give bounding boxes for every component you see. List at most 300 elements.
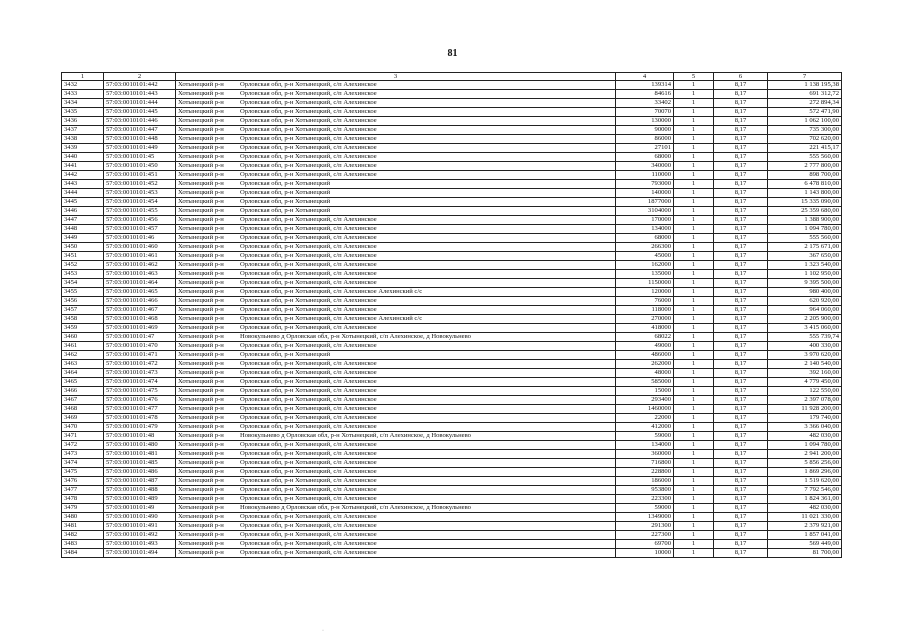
area-value-cell: 293400 (616, 396, 674, 405)
area-value-cell: 793000 (616, 180, 674, 189)
count-value-cell: 1 (674, 126, 714, 135)
address-text: Орловская обл, р-н Хотынецкий, с/п Алехинское (240, 396, 377, 403)
count-value-cell: 1 (674, 387, 714, 396)
rate-value-cell: 8,17 (714, 342, 768, 351)
area-value-cell: 90000 (616, 126, 674, 135)
table-row (62, 351, 842, 360)
district-text: Хотынецкий р-н (178, 288, 224, 295)
column-header: 4 (616, 73, 674, 81)
row-number-cell: 3443 (62, 180, 104, 189)
rate-value-cell: 8,17 (714, 288, 768, 297)
area-value-cell: 130000 (616, 117, 674, 126)
row-number-cell: 3434 (62, 99, 104, 108)
row-number-cell: 3467 (62, 396, 104, 405)
address-text: Орловская обл, р-н Хотынецкий, с/п Алехинское (240, 162, 377, 169)
rate-value-cell: 8,17 (714, 252, 768, 261)
address-text: Орловская обл, р-н Хотынецкий, с/п Алехинское (240, 513, 377, 520)
area-value-cell: 139314 (616, 81, 674, 90)
district-text: Хотынецкий р-н (178, 441, 224, 448)
address-text: Орловская обл, р-н Хотынецкий, с/п Алехинское (240, 495, 377, 502)
row-number-cell: 3438 (62, 135, 104, 144)
address-text: Орловская обл, р-н Хотынецкий, с/п Алехинское (240, 486, 377, 493)
cadastral-value-cell: 221 415,17 (768, 144, 842, 153)
address-text: Орловская обл, р-н Хотынецкий, с/п Алехинское Алехинский с/с (240, 315, 423, 322)
area-value-cell: 340000 (616, 162, 674, 171)
address-cell (176, 144, 616, 153)
cadastral-number-cell: 57:03:0010101:485 (104, 459, 176, 468)
area-value-cell: 45000 (616, 252, 674, 261)
address-text: Орловская обл, р-н Хотынецкий, с/п Алехинское (240, 387, 377, 394)
address-text: Орловская обл, р-н Хотынецкий (240, 351, 331, 358)
district-text: Хотынецкий р-н (178, 387, 224, 394)
row-number-cell: 3435 (62, 108, 104, 117)
district-text: Хотынецкий р-н (178, 261, 224, 268)
cadastral-value-cell: 1 824 361,00 (768, 495, 842, 504)
row-number-cell: 3450 (62, 243, 104, 252)
row-number-cell: 3458 (62, 315, 104, 324)
address-text: Орловская обл, р-н Хотынецкий, с/п Алехинское (240, 99, 377, 106)
count-value-cell: 1 (674, 270, 714, 279)
area-value-cell: 22000 (616, 414, 674, 423)
area-value-cell: 76000 (616, 297, 674, 306)
address-cell (176, 252, 616, 261)
count-value-cell: 1 (674, 144, 714, 153)
cadastral-value-cell: 25 359 680,00 (768, 207, 842, 216)
address-text: Новокульнево д Орловская обл, р-н Хотынецкий, с/п Алехинское, д Новокульнево (240, 333, 471, 340)
address-text: Новокульнево д Орловская обл, р-н Хотынецкий, с/п Алехинское, д Новокульнево (240, 504, 471, 511)
address-text: Орловская обл, р-н Хотынецкий, с/п Алехинское (240, 549, 377, 556)
address-text: Орловская обл, р-н Хотынецкий, с/п Алехинское (240, 531, 377, 538)
address-text: Орловская обл, р-н Хотынецкий, с/п Алехинское (240, 459, 377, 466)
rate-value-cell: 8,17 (714, 495, 768, 504)
address-text: Орловская обл, р-н Хотынецкий, с/п Алехинское (240, 360, 377, 367)
table-row (62, 486, 842, 495)
table-row (62, 441, 842, 450)
district-text: Хотынецкий р-н (178, 315, 224, 322)
district-text: Хотынецкий р-н (178, 513, 224, 520)
rate-value-cell: 8,17 (714, 315, 768, 324)
table-row (62, 189, 842, 198)
cadastral-number-cell: 57:03:0010101:445 (104, 108, 176, 117)
row-number-cell: 3445 (62, 198, 104, 207)
row-number-cell: 3441 (62, 162, 104, 171)
row-number-cell: 3476 (62, 477, 104, 486)
area-value-cell: 86000 (616, 135, 674, 144)
count-value-cell: 1 (674, 81, 714, 90)
cadastral-number-cell: 57:03:0010101:493 (104, 540, 176, 549)
rate-value-cell: 8,17 (714, 117, 768, 126)
count-value-cell: 1 (674, 432, 714, 441)
address-text: Орловская обл, р-н Хотынецкий, с/п Алехинское (240, 441, 377, 448)
cadastral-value-cell: 1 102 950,00 (768, 270, 842, 279)
row-number-cell: 3482 (62, 531, 104, 540)
table-row (62, 405, 842, 414)
cadastral-value-cell: 2 941 200,00 (768, 450, 842, 459)
rate-value-cell: 8,17 (714, 441, 768, 450)
table-row (62, 450, 842, 459)
rate-value-cell: 8,17 (714, 486, 768, 495)
district-text: Хотынецкий р-н (178, 351, 224, 358)
cadastral-value-cell: 1 869 296,00 (768, 468, 842, 477)
count-value-cell: 1 (674, 99, 714, 108)
rate-value-cell: 8,17 (714, 243, 768, 252)
address-text: Орловская обл, р-н Хотынецкий, с/п Алехинское (240, 144, 377, 151)
column-header: 1 (62, 73, 104, 81)
district-text: Хотынецкий р-н (178, 549, 224, 556)
cadastral-number-cell: 57:03:0010101:455 (104, 207, 176, 216)
table-row (62, 513, 842, 522)
column-header: 6 (714, 73, 768, 81)
address-cell (176, 468, 616, 477)
area-value-cell: 170000 (616, 216, 674, 225)
cadastral-number-cell: 57:03:0010101:470 (104, 342, 176, 351)
rate-value-cell: 8,17 (714, 549, 768, 558)
table-row (62, 540, 842, 549)
cadastral-number-cell: 57:03:0010101:471 (104, 351, 176, 360)
address-text: Орловская обл, р-н Хотынецкий (240, 207, 331, 214)
address-cell (176, 522, 616, 531)
rate-value-cell: 8,17 (714, 153, 768, 162)
district-text: Хотынецкий р-н (178, 180, 224, 187)
cadastral-value-table (61, 72, 842, 558)
table-row (62, 468, 842, 477)
address-text: Орловская обл, р-н Хотынецкий, с/п Алехинское (240, 252, 377, 259)
rate-value-cell: 8,17 (714, 432, 768, 441)
district-text: Хотынецкий р-н (178, 369, 224, 376)
address-text: Орловская обл, р-н Хотынецкий, с/п Алехинское (240, 171, 377, 178)
count-value-cell: 1 (674, 117, 714, 126)
count-value-cell: 1 (674, 90, 714, 99)
address-cell (176, 405, 616, 414)
cadastral-number-cell: 57:03:0010101:452 (104, 180, 176, 189)
row-number-cell: 3447 (62, 216, 104, 225)
address-cell (176, 81, 616, 90)
cadastral-number-cell: 57:03:0010101:468 (104, 315, 176, 324)
address-cell (176, 441, 616, 450)
column-header: 5 (674, 73, 714, 81)
rate-value-cell: 8,17 (714, 108, 768, 117)
table-row (62, 342, 842, 351)
district-text: Хотынецкий р-н (178, 405, 224, 412)
row-number-cell: 3461 (62, 342, 104, 351)
address-cell (176, 180, 616, 189)
count-value-cell: 1 (674, 207, 714, 216)
cadastral-number-cell: 57:03:0010101:460 (104, 243, 176, 252)
column-header: 3 (176, 73, 616, 81)
area-value-cell: 140000 (616, 189, 674, 198)
count-value-cell: 1 (674, 477, 714, 486)
rate-value-cell: 8,17 (714, 270, 768, 279)
district-text: Хотынецкий р-н (178, 540, 224, 547)
row-number-cell: 3463 (62, 360, 104, 369)
address-cell (176, 495, 616, 504)
cadastral-number-cell: 57:03:0010101:49 (104, 504, 176, 513)
address-cell (176, 108, 616, 117)
cadastral-value-cell: 620 920,00 (768, 297, 842, 306)
count-value-cell: 1 (674, 306, 714, 315)
address-cell (176, 450, 616, 459)
cadastral-value-cell: 1 143 800,00 (768, 189, 842, 198)
count-value-cell: 1 (674, 414, 714, 423)
count-value-cell: 1 (674, 459, 714, 468)
row-number-cell: 3440 (62, 153, 104, 162)
scan-mark: · (322, 628, 324, 634)
cadastral-value-cell: 11 928 200,00 (768, 405, 842, 414)
cadastral-number-cell: 57:03:0010101:463 (104, 270, 176, 279)
district-text: Хотынецкий р-н (178, 342, 224, 349)
count-value-cell: 1 (674, 468, 714, 477)
rate-value-cell: 8,17 (714, 126, 768, 135)
cadastral-value-cell: 367 650,00 (768, 252, 842, 261)
table-row (62, 378, 842, 387)
rate-value-cell: 8,17 (714, 279, 768, 288)
area-value-cell: 418000 (616, 324, 674, 333)
cadastral-value-cell: 1 138 195,38 (768, 81, 842, 90)
count-value-cell: 1 (674, 378, 714, 387)
cadastral-number-cell: 57:03:0010101:475 (104, 387, 176, 396)
table-row (62, 504, 842, 513)
address-cell (176, 351, 616, 360)
row-number-cell: 3455 (62, 288, 104, 297)
address-cell (176, 234, 616, 243)
cadastral-number-cell: 57:03:0010101:488 (104, 486, 176, 495)
cadastral-value-cell: 3 970 620,00 (768, 351, 842, 360)
area-value-cell: 1460000 (616, 405, 674, 414)
district-text: Хотынецкий р-н (178, 135, 224, 142)
row-number-cell: 3469 (62, 414, 104, 423)
rate-value-cell: 8,17 (714, 234, 768, 243)
row-number-cell: 3483 (62, 540, 104, 549)
table-row (62, 315, 842, 324)
rate-value-cell: 8,17 (714, 414, 768, 423)
area-value-cell: 486000 (616, 351, 674, 360)
address-text: Орловская обл, р-н Хотынецкий, с/п Алехинское (240, 450, 377, 457)
rate-value-cell: 8,17 (714, 333, 768, 342)
rate-value-cell: 8,17 (714, 459, 768, 468)
area-value-cell: 162000 (616, 261, 674, 270)
rate-value-cell: 8,17 (714, 99, 768, 108)
cadastral-number-cell: 57:03:0010101:472 (104, 360, 176, 369)
area-value-cell: 59000 (616, 504, 674, 513)
rate-value-cell: 8,17 (714, 216, 768, 225)
count-value-cell: 1 (674, 495, 714, 504)
district-text: Хотынецкий р-н (178, 486, 224, 493)
area-value-cell: 118000 (616, 306, 674, 315)
table-row (62, 225, 842, 234)
cadastral-value-cell: 1 062 100,00 (768, 117, 842, 126)
cadastral-value-cell: 392 160,00 (768, 369, 842, 378)
row-number-cell: 3465 (62, 378, 104, 387)
address-text: Орловская обл, р-н Хотынецкий, с/п Алехинское (240, 243, 377, 250)
address-text: Орловская обл, р-н Хотынецкий, с/п Алехинское (240, 153, 377, 160)
rate-value-cell: 8,17 (714, 477, 768, 486)
rate-value-cell: 8,17 (714, 324, 768, 333)
district-text: Хотынецкий р-н (178, 495, 224, 502)
cadastral-number-cell: 57:03:0010101:450 (104, 162, 176, 171)
row-number-cell: 3459 (62, 324, 104, 333)
address-cell (176, 90, 616, 99)
count-value-cell: 1 (674, 423, 714, 432)
count-value-cell: 1 (674, 297, 714, 306)
area-value-cell: 266300 (616, 243, 674, 252)
table-row (62, 414, 842, 423)
district-text: Хотынецкий р-н (178, 360, 224, 367)
cadastral-value-cell: 272 894,34 (768, 99, 842, 108)
rate-value-cell: 8,17 (714, 198, 768, 207)
cadastral-value-cell: 9 395 500,00 (768, 279, 842, 288)
row-number-cell: 3472 (62, 441, 104, 450)
area-value-cell: 1877000 (616, 198, 674, 207)
area-value-cell: 84616 (616, 90, 674, 99)
address-cell (176, 288, 616, 297)
count-value-cell: 1 (674, 333, 714, 342)
table-row (62, 369, 842, 378)
address-text: Орловская обл, р-н Хотынецкий, с/п Алехинское (240, 81, 377, 88)
row-number-cell: 3475 (62, 468, 104, 477)
count-value-cell: 1 (674, 234, 714, 243)
cadastral-number-cell: 57:03:0010101:467 (104, 306, 176, 315)
count-value-cell: 1 (674, 450, 714, 459)
area-value-cell: 70070 (616, 108, 674, 117)
row-number-cell: 3473 (62, 450, 104, 459)
cadastral-value-cell: 735 300,00 (768, 126, 842, 135)
row-number-cell: 3452 (62, 261, 104, 270)
count-value-cell: 1 (674, 522, 714, 531)
area-value-cell: 68000 (616, 234, 674, 243)
cadastral-number-cell: 57:03:0010101:489 (104, 495, 176, 504)
cadastral-value-cell: 81 700,00 (768, 549, 842, 558)
district-text: Хотынецкий р-н (178, 198, 224, 205)
district-text: Хотынецкий р-н (178, 333, 224, 340)
row-number-cell: 3470 (62, 423, 104, 432)
row-number-cell: 3439 (62, 144, 104, 153)
row-number-cell: 3449 (62, 234, 104, 243)
district-text: Хотынецкий р-н (178, 153, 224, 160)
rate-value-cell: 8,17 (714, 207, 768, 216)
cadastral-number-cell: 57:03:0010101:477 (104, 405, 176, 414)
cadastral-number-cell: 57:03:0010101:481 (104, 450, 176, 459)
row-number-cell: 3479 (62, 504, 104, 513)
address-text: Орловская обл, р-н Хотынецкий, с/п Алехинское (240, 324, 377, 331)
row-number-cell: 3453 (62, 270, 104, 279)
address-cell (176, 486, 616, 495)
table-row (62, 144, 842, 153)
cadastral-number-cell: 57:03:0010101:465 (104, 288, 176, 297)
district-text: Хотынецкий р-н (178, 81, 224, 88)
table-row (62, 324, 842, 333)
cadastral-value-cell: 1 323 540,00 (768, 261, 842, 270)
row-number-cell: 3471 (62, 432, 104, 441)
table-row (62, 243, 842, 252)
rate-value-cell: 8,17 (714, 261, 768, 270)
area-value-cell: 262000 (616, 360, 674, 369)
address-cell (176, 315, 616, 324)
district-text: Хотынецкий р-н (178, 414, 224, 421)
district-text: Хотынецкий р-н (178, 189, 224, 196)
cadastral-number-cell: 57:03:0010101:474 (104, 378, 176, 387)
address-cell (176, 369, 616, 378)
rate-value-cell: 8,17 (714, 162, 768, 171)
count-value-cell: 1 (674, 396, 714, 405)
area-value-cell: 228800 (616, 468, 674, 477)
table-row (62, 549, 842, 558)
table-row (62, 387, 842, 396)
table-row (62, 396, 842, 405)
cadastral-value-cell: 179 740,00 (768, 414, 842, 423)
rate-value-cell: 8,17 (714, 522, 768, 531)
cadastral-value-cell: 3 415 060,00 (768, 324, 842, 333)
rate-value-cell: 8,17 (714, 144, 768, 153)
area-value-cell: 135000 (616, 270, 674, 279)
count-value-cell: 1 (674, 342, 714, 351)
area-value-cell: 291300 (616, 522, 674, 531)
address-text: Орловская обл, р-н Хотынецкий, с/п Алехинское (240, 90, 377, 97)
rate-value-cell: 8,17 (714, 189, 768, 198)
cadastral-number-cell: 57:03:0010101:457 (104, 225, 176, 234)
rate-value-cell: 8,17 (714, 306, 768, 315)
table-row (62, 180, 842, 189)
table-row (62, 522, 842, 531)
area-value-cell: 223300 (616, 495, 674, 504)
address-text: Орловская обл, р-н Хотынецкий, с/п Алехинское (240, 540, 377, 547)
count-value-cell: 1 (674, 216, 714, 225)
count-value-cell: 1 (674, 405, 714, 414)
row-number-cell: 3446 (62, 207, 104, 216)
table-row (62, 477, 842, 486)
cadastral-number-cell: 57:03:0010101:46 (104, 234, 176, 243)
area-value-cell: 48000 (616, 369, 674, 378)
count-value-cell: 1 (674, 441, 714, 450)
count-value-cell: 1 (674, 531, 714, 540)
rate-value-cell: 8,17 (714, 450, 768, 459)
cadastral-value-cell: 1 857 041,00 (768, 531, 842, 540)
address-cell (176, 126, 616, 135)
rate-value-cell: 8,17 (714, 297, 768, 306)
table-row (62, 108, 842, 117)
row-number-cell: 3432 (62, 81, 104, 90)
cadastral-number-cell: 57:03:0010101:456 (104, 216, 176, 225)
address-text: Новокульнево д Орловская обл, р-н Хотынецкий, с/п Алехинское, д Новокульнево (240, 432, 471, 439)
district-text: Хотынецкий р-н (178, 522, 224, 529)
cadastral-value-cell: 569 449,00 (768, 540, 842, 549)
address-cell (176, 549, 616, 558)
area-value-cell: 1349000 (616, 513, 674, 522)
table-row (62, 306, 842, 315)
district-text: Хотынецкий р-н (178, 90, 224, 97)
table-row (62, 297, 842, 306)
rate-value-cell: 8,17 (714, 180, 768, 189)
row-number-cell: 3457 (62, 306, 104, 315)
area-value-cell: 68000 (616, 153, 674, 162)
district-text: Хотынецкий р-н (178, 243, 224, 250)
address-cell (176, 216, 616, 225)
address-cell (176, 504, 616, 513)
cadastral-number-cell: 57:03:0010101:464 (104, 279, 176, 288)
district-text: Хотынецкий р-н (178, 531, 224, 538)
cadastral-value-cell: 2 205 900,00 (768, 315, 842, 324)
cadastral-number-cell: 57:03:0010101:454 (104, 198, 176, 207)
area-value-cell: 59000 (616, 432, 674, 441)
cadastral-number-cell: 57:03:0010101:443 (104, 90, 176, 99)
table-row (62, 279, 842, 288)
table-row (62, 216, 842, 225)
column-header: 2 (104, 73, 176, 81)
count-value-cell: 1 (674, 324, 714, 333)
count-value-cell: 1 (674, 180, 714, 189)
address-text: Орловская обл, р-н Хотынецкий, с/п Алехинское (240, 378, 377, 385)
count-value-cell: 1 (674, 351, 714, 360)
row-number-cell: 3464 (62, 369, 104, 378)
